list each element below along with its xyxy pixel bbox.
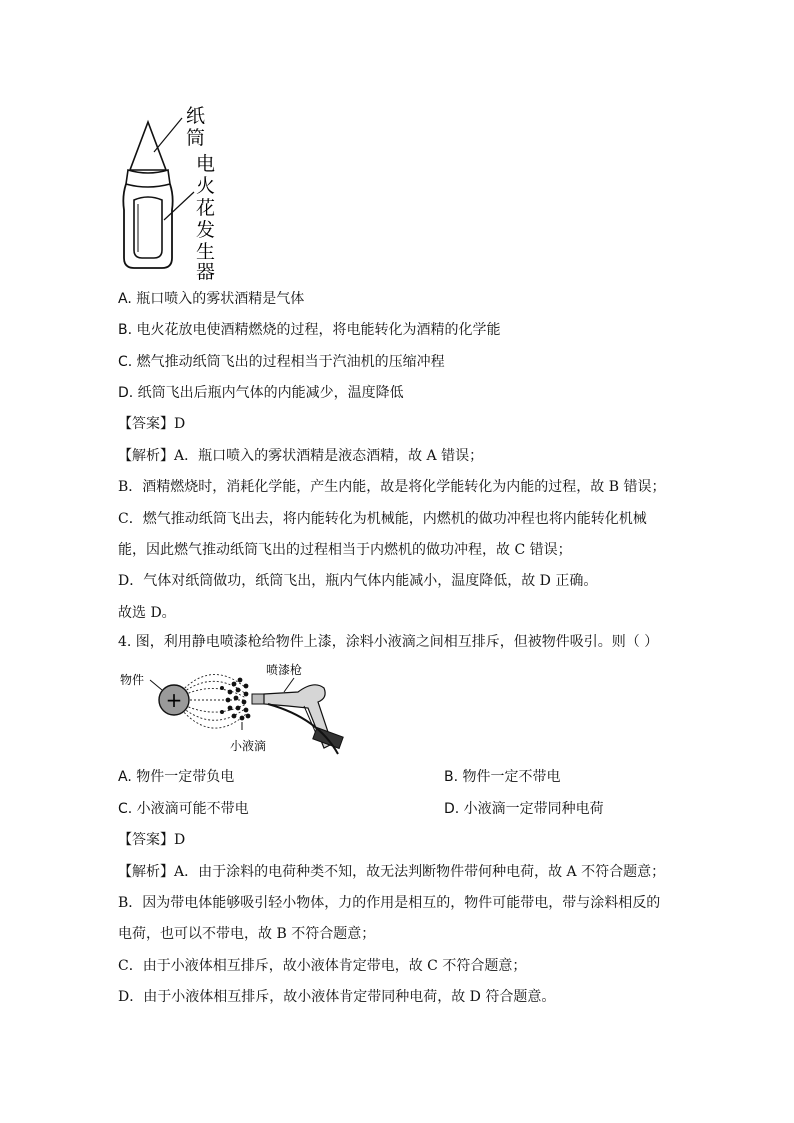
q3-answer: 【答案】D [118,416,186,432]
q4-option-a: A. 物件一定带负电 [118,769,235,785]
label-spray-gun: 喷漆枪 [266,663,303,677]
figure-spray-gun [118,658,354,758]
q4-analysis-5: D．由于小液体相互排斥，故小液体肯定带同种电荷，故 D 符合题意。 [118,989,556,1005]
droplets [220,678,250,721]
q4-stem: 4. 图，利用静电喷漆枪给物件上漆，涂料小液滴之间相互排斥，但被物件吸引。则（ ） [118,634,659,650]
label-gen-2: 火 [196,175,216,197]
q3-option-c: C. 燃气推动纸筒飞出的过程相当于汽油机的压缩冲程 [118,354,445,370]
q4-analysis-3: 电荷，也可以不带电，故 B 不符合题意； [118,926,376,942]
leader-line-paper [154,118,182,152]
q3-analysis-3: C．燃气推动纸筒飞出去，将内能转化为机械能，内燃机的做功冲程也将内能转化机械 [118,511,647,527]
q4-answer: 【答案】D [118,832,186,848]
bottle-neck [126,170,170,187]
label-gen-4: 发 [196,219,216,241]
q3-analysis-4: 能，因此燃气推动纸筒飞出的过程相当于内燃机的做功冲程，故 C 错误； [118,542,572,558]
label-gen-3: 花 [196,197,216,219]
label-gen-6: 器 [196,261,216,280]
q3-analysis-6: 故选 D。 [118,605,176,621]
label-object: 物件 [120,673,145,687]
q3-option-b: B. 电火花放电使酒精燃烧的过程，将电能转化为酒精的化学能 [118,322,501,338]
q3-analysis-2: B．酒精燃烧时，消耗化学能，产生内能，故是将化学能转化为内能的过程，故 B 错误； [118,479,666,495]
q4-analysis-2: B．因为带电体能够吸引轻小物体，力的作用是相互的，物件可能带电，带与涂料相反的 [118,895,661,911]
q3-option-d: D. 纸筒飞出后瓶内气体的内能减少，温度降低 [118,385,404,401]
paper-tube-cone [130,122,166,170]
label-droplet: 小液滴 [230,739,267,753]
q4-option-d: D. 小液滴一定带同种电荷 [444,801,604,817]
label-gen-5: 生 [196,241,216,263]
label-paper-2: 筒 [186,127,206,149]
q4-option-b: B. 物件一定不带电 [444,769,561,785]
q3-option-a: A. 瓶口喷入的雾状酒精是气体 [118,291,305,307]
q4-option-c: C. 小液滴可能不带电 [118,801,249,817]
label-paper-1: 纸 [186,105,206,127]
leader-line-generator [164,192,194,220]
q4-analysis-1: 【解析】A．由于涂料的电荷种类不知，故无法判断物件带何种电荷，故 A 不符合题意； [118,864,666,880]
q4-analysis-4: C．由于小液体相互排斥，故小液体肯定带电，故 C 不符合题意； [118,958,527,974]
figure-spark-generator [118,100,228,280]
label-gen-1: 电 [196,153,216,175]
q3-analysis-5: D．气体对纸筒做功，纸筒飞出，瓶内气体内能减小，温度降低，故 D 正确。 [118,573,598,589]
plus-sign: + [165,688,183,712]
q3-analysis-1: 【解析】A．瓶口喷入的雾状酒精是液态酒精，故 A 错误； [118,448,484,464]
